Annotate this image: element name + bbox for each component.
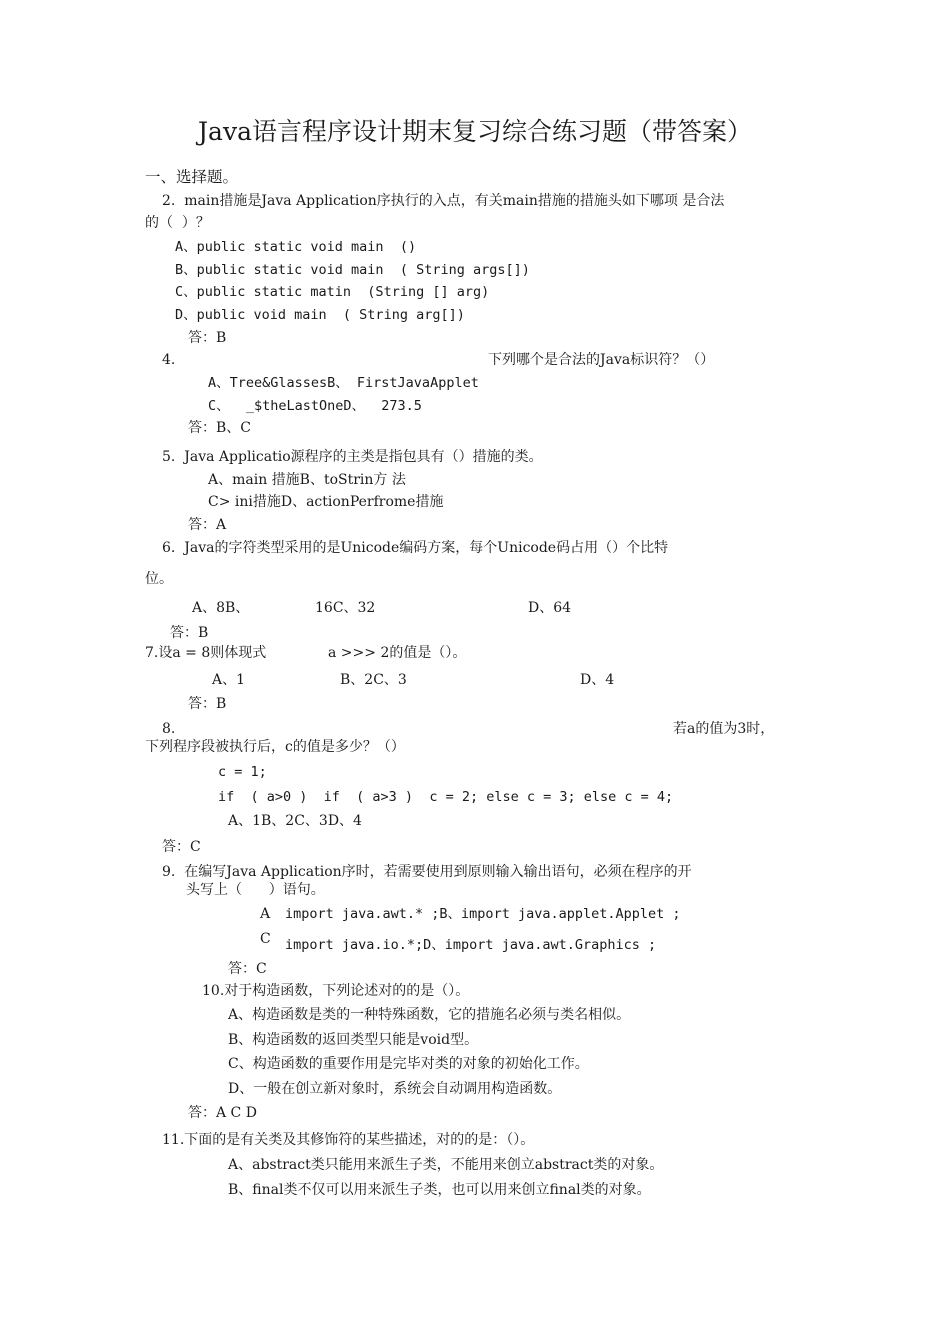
q8-options: A、1B、2C、3D、4 [228, 813, 362, 829]
q4-number: 4. [162, 352, 176, 368]
q7-option-bc: B、2C、3 [340, 672, 407, 688]
q8-stem-line2: 下列程序段被执行后，c的值是多少？（） [145, 739, 405, 755]
q8-code-line1: c = 1; [218, 764, 267, 780]
q8-answer: 答：C [162, 839, 201, 855]
q9-stem-line2: 头写上（ ）语句。 [186, 882, 325, 898]
q4-stem: 下列哪个是合法的Java标识符？（） [488, 352, 715, 368]
q6-option-bc: 16C、32 [315, 600, 376, 616]
q7-option-d: D、4 [580, 672, 615, 688]
q10-option-c: C、构造函数的重要作用是完毕对类的对象的初始化工作。 [228, 1056, 589, 1072]
q5-answer: 答：A [188, 517, 227, 533]
q2-stem-line2: 的（ ）？ [145, 215, 210, 231]
section-heading: 一、选择题。 [145, 168, 239, 186]
q7-stem: 7.设a = 8则体现式 [145, 645, 267, 661]
q7-option-a: A、1 [212, 672, 246, 688]
q2-answer: 答：B [188, 330, 227, 346]
q10-option-a: A、构造函数是类的一种特殊函数，它的措施名必须与类名相似。 [228, 1007, 631, 1023]
q2-option-c: C、public static matin (String [] arg) [175, 284, 490, 300]
q6-option-d: D、64 [528, 600, 572, 616]
q11-stem: 11.下面的是有关类及其修饰符的某些描述，对的的是：（）。 [162, 1132, 535, 1148]
q11-option-a: A、abstract类只能用来派生子类，不能用来创立abstract类的对象。 [228, 1157, 664, 1173]
q7-expression: a >>> 2的值是（）。 [328, 645, 467, 661]
q4-answer: 答：B、C [188, 420, 251, 436]
q10-option-b: B、构造函数的返回类型只能是void型。 [228, 1032, 479, 1048]
q9-label-a: A [260, 906, 271, 922]
q11-option-b: B、final类不仅可以用来派生子类，也可以用来创立final类的对象。 [228, 1182, 651, 1198]
q5-options-ab: A、main 措施B、toStrin方 法 [208, 472, 406, 488]
q2-option-b: B、public static void main ( String args[]) [175, 262, 530, 278]
q2-option-a: A、public static void main () [175, 239, 417, 255]
q9-options-ab: import java.awt.* ;B、import java.applet.Applet ; [285, 906, 681, 922]
q9-label-c: C [260, 931, 271, 947]
q10-stem: 10.对于构造函数，下列论述对的的是（）。 [202, 983, 470, 999]
q6-stem-line1: 6. Java的字符类型采用的是Unicode编码方案，每个Unicode码占用（）个比特 [162, 540, 669, 556]
q8-number: 8. [162, 721, 176, 737]
q8-code-line2: if ( a>0 ) if ( a>3 ) c = 2; else c = 3; else c = 4; [218, 789, 674, 805]
q8-stem-right: 若a的值为3时， [673, 721, 775, 737]
q5-options-cd: C> ini措施D、actionPerfrome措施 [208, 494, 444, 510]
q10-answer: 答：A C D [188, 1105, 257, 1121]
q6-answer: 答：B [170, 625, 209, 641]
q6-option-ab: A、8B、 [192, 600, 250, 616]
q5-stem: 5. Java Applicatio源程序的主类是指包具有（）措施的类。 [162, 449, 543, 465]
q2-option-d: D、public void main ( String arg[]) [175, 307, 465, 323]
document-title: Java语言程序设计期末复习综合练习题（带答案） [198, 117, 752, 146]
q9-options-cd: import java.io.*;D、import java.awt.Graphics ; [285, 937, 657, 953]
q9-stem-line1: 9. 在编写Java Application序时，若需要使用到原则输入输出语句，必须在程序的开 [162, 864, 692, 880]
q6-stem-line2: 位。 [145, 571, 173, 587]
q4-options-cd: C、 _$theLastOneD、 273.5 [208, 398, 422, 414]
q4-options-ab: A、Tree&GlassesB、 FirstJavaApplet [208, 375, 479, 391]
q2-stem-line1: 2. main措施是Java Application序执行的入点，有关main措施的措施头如下哪项 是合法 [162, 193, 725, 209]
q9-answer: 答：C [228, 961, 267, 977]
q7-answer: 答：B [188, 696, 227, 712]
q10-option-d: D、一般在创立新对象时，系统会自动调用构造函数。 [228, 1081, 562, 1097]
